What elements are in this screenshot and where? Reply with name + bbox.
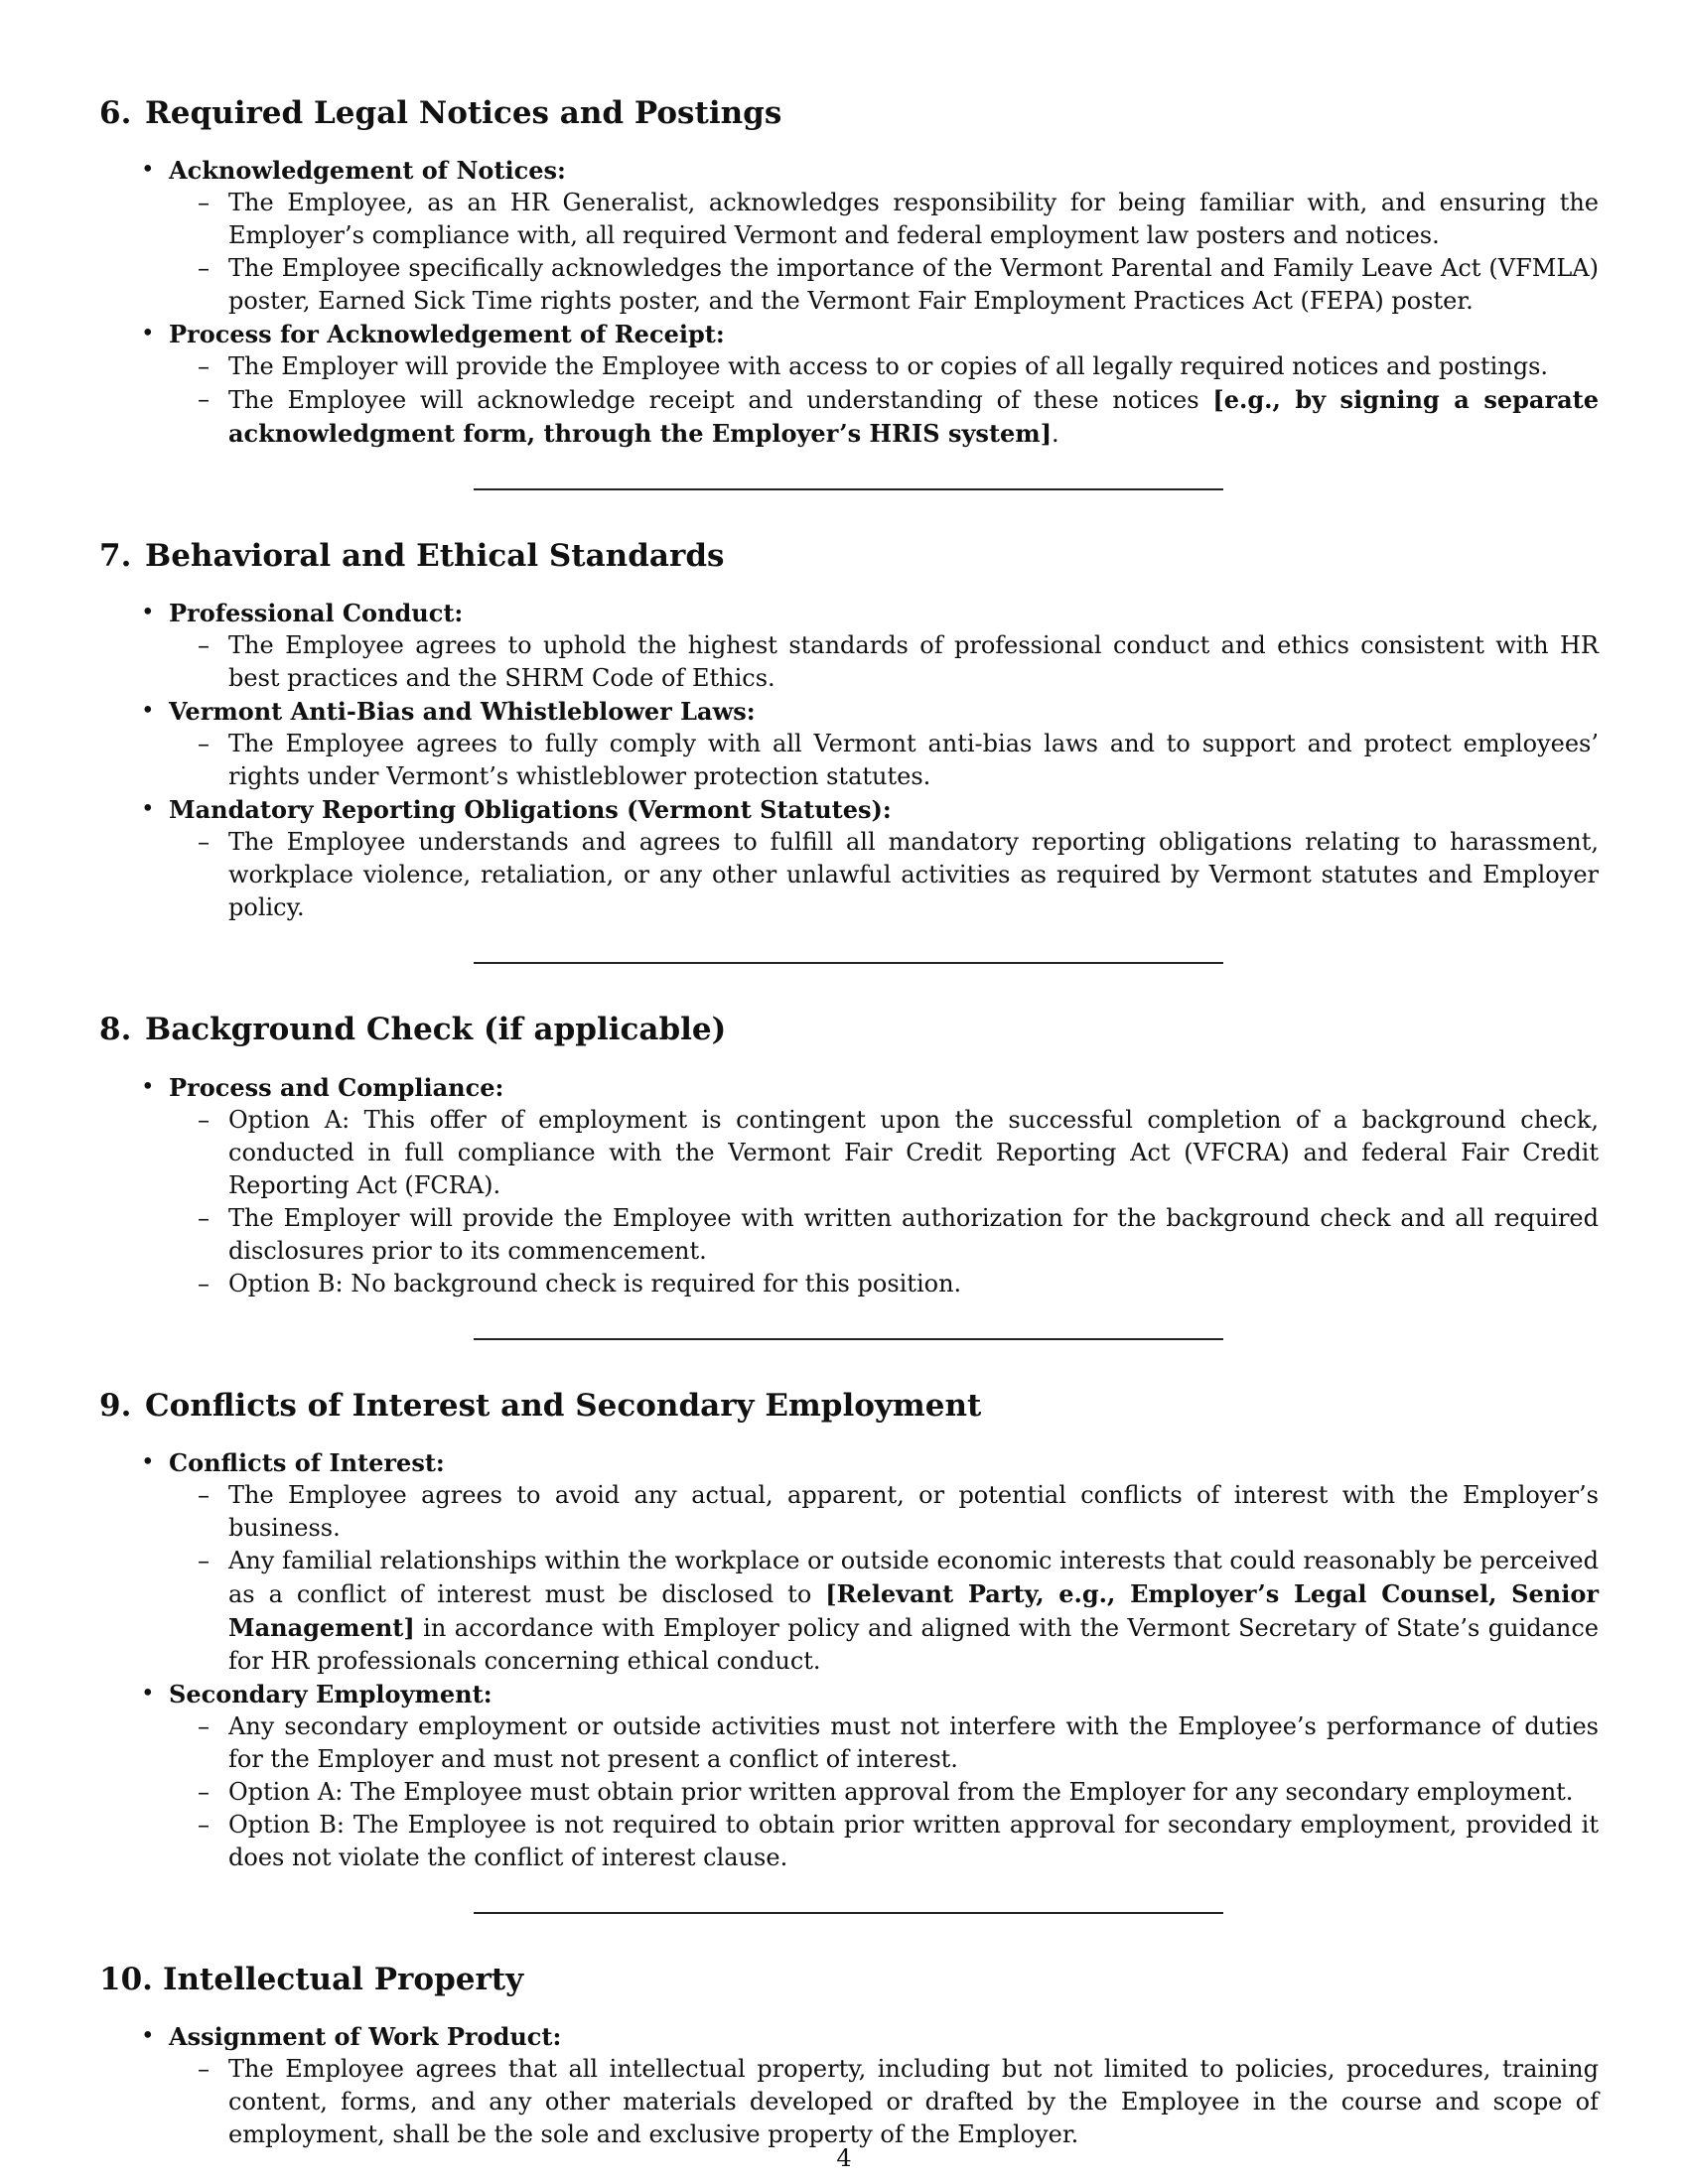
dash-icon: – — [198, 1105, 210, 1134]
bullet-icon: • — [141, 2022, 155, 2049]
section-10 — [99, 1961, 1599, 2151]
dash-icon: – — [198, 1269, 210, 1297]
dash-icon: – — [198, 1777, 210, 1806]
subsection — [141, 2020, 1599, 2151]
subsection-list — [99, 2020, 1599, 2151]
list-item — [198, 383, 1599, 451]
subsection-heading: Conflicts of Interest: — [169, 1447, 445, 1477]
bullet-icon: • — [141, 1073, 155, 1100]
dash-icon: – — [198, 828, 210, 857]
item-list — [169, 187, 1599, 318]
dash-icon: – — [198, 385, 210, 414]
item-text: The Employee will acknowledge receipt and understanding of these notices — [228, 386, 1213, 415]
item-list — [169, 826, 1599, 924]
item-text: Option B: The Employee is not required to obtain prior written approval for secondary employment, provided it does not violate the conflict of interest clause. — [228, 1810, 1599, 1871]
placeholder-text: [Relevant Party, e.g., Employer’s Legal Counsel, Senior Management] — [228, 1578, 1599, 1642]
list-item — [198, 1809, 1599, 1874]
subsection — [141, 597, 1599, 695]
item-text: The Employee agrees that all intellectual property, including but not limited to policies, procedures, training content, forms, and any other materials developed or drafted by the Employee in the course and scope of employment, shall be the sole and exclusive property of the Employer. — [228, 2054, 1599, 2148]
bullet-icon: • — [141, 157, 155, 184]
item-text: . — [1052, 420, 1059, 449]
bullet-icon: • — [141, 321, 155, 347]
item-list — [169, 2053, 1599, 2151]
dash-icon: – — [198, 1203, 210, 1232]
subsection — [141, 154, 1599, 318]
section-number: 10. — [99, 1961, 153, 1997]
section-6 — [99, 95, 1599, 538]
dash-icon: – — [198, 1711, 210, 1740]
list-item — [198, 2053, 1599, 2151]
item-text: The Employer will provide the Employee with access to or copies of all legally required notices and postings. — [228, 352, 1549, 381]
subsection-list — [99, 1446, 1599, 1874]
section-title: Intellectual Property — [163, 1961, 524, 1997]
bullet-icon: • — [141, 796, 155, 823]
item-text: The Employee agrees to fully comply with all Vermont anti-bias laws and to support and protect employees’ rights under Vermont’s whistleblower protection statutes. — [228, 730, 1599, 791]
dash-icon: – — [198, 730, 210, 758]
item-text: in accordance with Employer policy and aligned with the Vermont Secretary of State’s guidance for HR professionals concerning ethical conduct. — [228, 1613, 1599, 1675]
bullet-icon: • — [141, 698, 155, 725]
section-heading — [99, 538, 1589, 575]
section-number: 7. — [99, 538, 132, 575]
item-list — [169, 1104, 1599, 1300]
item-text: Option A: The Employee must obtain prior written approval from the Employer for any secondary employment. — [228, 1777, 1574, 1806]
subsection-heading: Professional Conduct: — [169, 599, 464, 628]
dash-icon: – — [198, 189, 210, 217]
subsection — [141, 318, 1599, 451]
dash-icon: – — [198, 352, 210, 381]
item-list — [169, 728, 1599, 793]
bullet-icon: • — [141, 1680, 155, 1706]
list-item — [198, 1268, 1599, 1300]
page-number: 4 — [836, 2144, 852, 2172]
item-list — [169, 629, 1599, 695]
subsection-heading: Process for Acknowledgement of Receipt: — [169, 320, 725, 349]
list-item — [198, 252, 1599, 318]
section-heading — [99, 1012, 1589, 1048]
item-text: Any secondary employment or outside activities must not interfere with the Employee’s performance of duties for the Employer and must not present a conflict of interest. — [228, 1711, 1599, 1773]
subsection — [141, 1071, 1599, 1300]
section-title: Background Check (if applicable) — [145, 1012, 727, 1048]
section-heading — [99, 1962, 1589, 1998]
list-item — [198, 629, 1599, 695]
subsection — [141, 793, 1599, 924]
list-item — [198, 1710, 1599, 1776]
item-list — [169, 1479, 1599, 1678]
list-item — [198, 1776, 1599, 1809]
item-text: The Employer will provide the Employee with written authorization for the background check and all required disclosures prior to its commencement. — [228, 1203, 1599, 1265]
subsection-list — [99, 1071, 1599, 1300]
list-item — [198, 1202, 1599, 1268]
section-title: Required Legal Notices and Postings — [145, 95, 782, 131]
item-text: Any familial relationships within the workplace or outside economic interests that could reasonably be perceived as a conflict of interest must be disclosed to — [228, 1546, 1599, 1608]
subsection-list — [99, 597, 1599, 924]
section-number: 6. — [99, 95, 132, 131]
list-item — [198, 826, 1599, 924]
placeholder-text: [e.g., by signing a separate acknowledgment form, through the Employer’s HRIS system] — [228, 385, 1599, 449]
subsection-heading: Acknowledgement of Notices: — [169, 156, 566, 186]
list-item — [198, 1104, 1599, 1202]
list-item — [198, 1479, 1599, 1545]
section-title: Conflicts of Interest and Secondary Employment — [145, 1387, 982, 1424]
section-number: 9. — [99, 1387, 132, 1424]
item-list — [169, 1710, 1599, 1874]
dash-icon: – — [198, 631, 210, 660]
section-9 — [99, 1387, 1599, 1962]
item-text: The Employee understands and agrees to fulfill all mandatory reporting obligations relating to harassment, workplace violence, retaliation, or any other unlawful activities as required by Vermont statutes and Employer policy. — [228, 828, 1599, 922]
item-text: Option B: No background check is required for this position. — [228, 1269, 962, 1297]
section-number: 8. — [99, 1012, 132, 1048]
section-8 — [99, 1012, 1599, 1387]
subsection-heading: Vermont Anti-Bias and Whistleblower Laws: — [169, 697, 756, 727]
section-7 — [99, 538, 1599, 1012]
item-text: The Employee, as an HR Generalist, acknowledges responsibility for being familiar with, and ensuring the Employer’s compliance with, all required Vermont and federal employment law posters and notices. — [228, 189, 1599, 250]
list-item — [198, 350, 1599, 383]
item-text: The Employee agrees to avoid any actual, apparent, or potential conflicts of interest with the Employer’s business. — [228, 1480, 1599, 1542]
item-text: The Employee specifically acknowledges the importance of the Vermont Parental and Family Leave Act (VFMLA) poster, Earned Sick Time rights poster, and the Vermont Fair Employment Practices Act (FEPA) poster. — [228, 254, 1599, 316]
document-body — [99, 95, 1599, 2151]
item-text: The Employee agrees to uphold the highest standards of professional conduct and ethics consistent with HR best practices and the SHRM Code of Ethics. — [228, 631, 1599, 693]
section-heading — [99, 95, 1589, 132]
item-list — [169, 350, 1599, 451]
dash-icon: – — [198, 1480, 210, 1509]
subsection-heading: Secondary Employment: — [169, 1679, 492, 1708]
dash-icon: – — [198, 1546, 210, 1574]
section-heading — [99, 1388, 1589, 1425]
bullet-icon: • — [141, 1448, 155, 1475]
dash-icon: – — [198, 254, 210, 283]
list-item — [198, 728, 1599, 793]
section-title: Behavioral and Ethical Standards — [145, 538, 725, 575]
dash-icon: – — [198, 2054, 210, 2083]
subsection-heading: Process and Compliance: — [169, 1072, 504, 1102]
dash-icon: – — [198, 1810, 210, 1839]
subsection-heading: Mandatory Reporting Obligations (Vermont Statutes): — [169, 795, 892, 825]
subsection-list — [99, 154, 1599, 451]
subsection — [141, 1678, 1599, 1874]
list-item — [198, 1545, 1599, 1678]
item-text: Option A: This offer of employment is contingent upon the successful completion of a background check, conducted in full compliance with the Vermont Fair Credit Reporting Act (VFCRA) and federal Fair Credit Reporting Act (FCRA). — [228, 1105, 1599, 1199]
subsection-heading: Assignment of Work Product: — [169, 2021, 562, 2051]
bullet-icon: • — [141, 600, 155, 626]
list-item — [198, 187, 1599, 252]
subsection — [141, 695, 1599, 793]
subsection — [141, 1446, 1599, 1678]
